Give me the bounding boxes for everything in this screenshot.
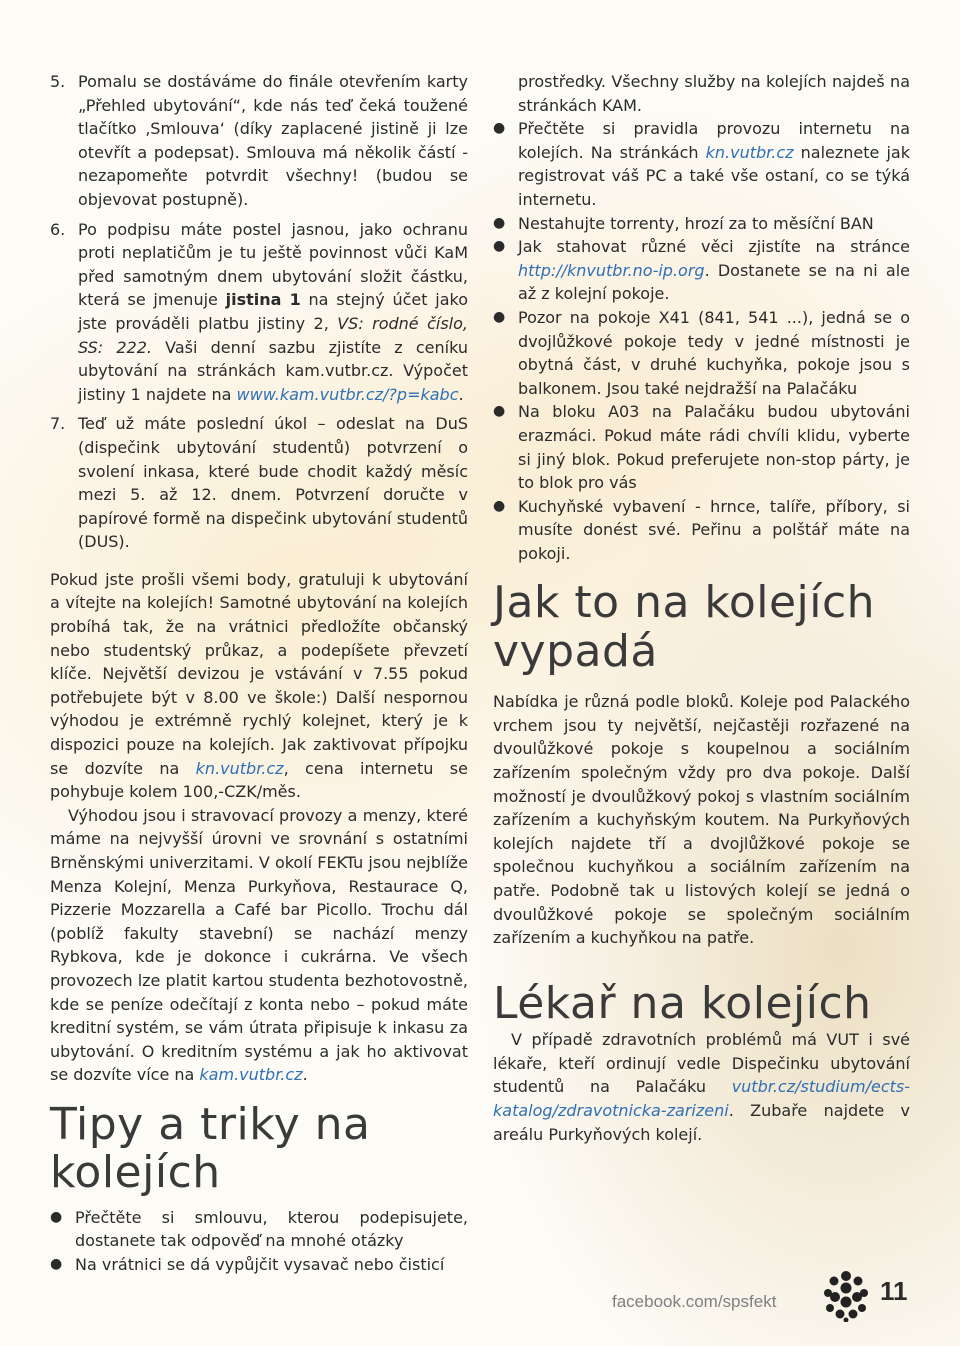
bullet-icon: ● [493,308,506,325]
tip-text: Na bloku A03 na Palačáku budou ubytováni erazmáci. Pokud máte rádi chvíli klidu, vyberte si jiný blok. Pokud preferujete non-stop párty, je to blok pro vás [518,402,910,493]
tip-item [493,306,910,400]
step-5 [50,70,468,212]
paragraph-doctor [493,1028,910,1146]
tip-item [50,1253,468,1277]
knvutbr-link[interactable]: http://knvutbr.no-ip.org [518,260,705,280]
doctor-link[interactable]: vutbr.cz/studium/ects-katalog/zdravotnicka-zarizeni [493,1077,910,1120]
step-text-part: Po podpisu máte postel jasnou, jako ochranu proti neplatičům je tu ještě povinnost vůči KaM před samotným dnem ubytování složit částku, která se jmenuje [78,219,468,310]
tip-item [493,235,910,306]
step-text-part: Vaši denní sazbu zjistíte z ceníku ubytování na stránkách kam.vutbr.cz. Výpočet jistiny 1 najdete na [78,337,469,404]
step-number: 6. [50,219,66,239]
paragraph-welcome [50,568,468,804]
bullet-icon: ● [50,1208,63,1225]
heading-how-it-looks: Jak to na kolejích vypadá [493,577,876,677]
numbered-steps [50,70,468,554]
heading-doctor: Lékař na kolejích [493,977,872,1029]
dots-cluster-logo-icon [820,1270,872,1322]
tip-item [50,1206,468,1253]
bullet-icon: ● [493,120,506,137]
step-text [78,218,468,407]
paragraph-text: . Zubaře najdete v areálu Purkyňových kolejí. [493,1100,910,1144]
left-column [50,70,468,1277]
tip-item [493,400,910,494]
kam-vutbr-link[interactable]: kam.vutbr.cz [199,1065,303,1085]
step-7 [50,412,468,554]
bullet-icon: ● [493,214,506,231]
tip-text [518,235,910,306]
tip-item [493,117,910,211]
step-text-part: na stejný účet jako jste prováděli platbu jistiny 2, [78,290,468,333]
bold-term: jistina 1 [225,290,301,310]
kn-vutbr-link[interactable]: kn.vutbr.cz [195,758,284,778]
paragraph-canteens [50,804,468,1087]
tip-continuation: prostředky. Všechny služby na kolejích najdeš na stránkách KAM. [518,72,910,115]
tip-text: Na vrátnici se dá vypůjčit vysavač nebo čisticí [75,1254,445,1274]
paragraph-text: Výhodou jsou i stravovací provozy a menzy, které máme na nejvyšší úrovni ve srovnání s ostatními Brněnskými univerzitami. V okolí FEKTu jsou nejblíže Menza Kolejní, Menza Purkyňova, Restaurace Q, Pizzerie Mozzarella a Café bar Picollo. Trochu dál (poblíž fakulty stavební) se nachází menzy Rybkova, kde je dokonce i cukrárna. Ve všech provozech lze platit kartou studenta bezhotovostně, kde se peníze odečítají z konta nebo – pokud máte kreditní systém, se vám útrata připisuje k inkasu za ubytování. O kreditním systému a jak ho aktivovat se dozvíte více na [50,805,468,1085]
kabc-link[interactable]: www.kam.vutbr.cz/?p=kabc [236,384,459,404]
tip-text [518,117,910,211]
tip-text-part: Jak stahovat různé věci zjistíte na stránce [518,237,910,257]
tip-text: Kuchyňské vybavení - hrnce, talíře, příbory, si musíte donést své. Peřinu a polštář máte na pokoji. [518,496,910,563]
tip-text: Pozor na pokoje X41 (841, 541 ...), jedná se o dvojlůžkové pokoje tedy v jedné místnosti je obytná část, v druhé kuchyňka, pokoje jsou s balkonem. Jsou také nejdražší na Palačáku [518,307,910,398]
bullet-icon: ● [493,403,506,420]
step-text: Teď už máte poslední úkol – odeslat na DuS (dispečink ubytování studentů) potvrzení o svolení inkasa, které bude chodit každý měsíc mezi 5. až 12. dnem. Potvrzení doručte v papírové formě na dispečink ubytování studentů (DUS). [78,414,468,552]
step-text: Pomalu se dostáváme do finále otevřením karty „Přehled ubytování“, kde nás teď čeká toužené tlačítko ‚Smlouva‘ (díky zaplacené jistině ji lze otevřít a podepsat). Smlouva má několik částí - nezapomeňte potvrdit všechny! (budou se objevovat postupně). [78,72,468,209]
paragraph-how: Nabídka je různá podle bloků. Koleje pod Palackého vrchem jsou ty největší, nejčastěji rozřazené na dvoulůžkové pokoje s koupelnou a sociálním zařízením společným vždy pro dva pokoje. Další možností je dvoulůžkový pokoj s vlastním sociálním zařízením a kuchyňským koutem. Na Purkyňových kolejích najdete tří a dvojlůžkové pokoje se společnou kuchyňkou a sociálním zařízením na patře. Podobně tak u listových kolejí se jedná o dvoulůžkové pokoje se společným sociálním zařízením a kuchyňkou na patře. [493,692,910,948]
tip-text-part: Přečtěte si pravidla provozu internetu na kolejích. Na stránkách [518,119,910,162]
tip-text-part: . Dostanete se na ni ale až z kolejní pokoje. [518,260,910,304]
bullet-icon: ● [493,497,506,514]
paragraph-text: , cena internetu se pohybuje kolem 100,-CZK/měs. [50,758,468,802]
right-column [493,70,910,1146]
tip-text: Nestahujte torrenty, hrozí za to měsíční BAN [518,213,874,233]
paragraph-text: . [302,1065,308,1085]
tip-text-part: naleznete jak registrovat váš PC a také vše ostaní, co se týká internetu. [518,142,910,209]
bullet-icon: ● [493,238,506,255]
paragraph-text: V případě zdravotních problémů má VUT i své lékaře, kteří ordinují vedle Dispečinku ubytování studentů na Palačáku [493,1030,910,1097]
bullet-icon: ● [50,1255,63,1272]
tip-item [493,212,910,236]
step-number: 5. [50,72,66,91]
payment-symbols: VS: rodné číslo, SS: 222. [78,313,468,357]
step-text-part: . [458,384,464,404]
page-number: 11 [880,1276,908,1306]
tip-item [493,495,910,566]
step-6 [50,218,468,407]
facebook-link[interactable]: facebook.com/spsfekt [612,1292,777,1311]
kn-vutbr-link[interactable]: kn.vutbr.cz [705,142,794,162]
paragraph-text: Pokud jste prošli všemi body, gratuluji k ubytování a vítejte na kolejích! Samotné ubytování na kolejích probíhá tak, že na vrátnici předložíte občanský nebo studentský průkaz, a podepíšete převzetí klíče. Největší devizou je vstávání v 7.55 pokud potřebujete být v 8.00 ve škole:) Další nespornou výhodou je extrémně rychlý kolejnet, který je k dispozici pouze na kolejích. Jak zaktivovat přípojku se dozvíte na [50,569,468,778]
tip-text: Přečtěte si smlouvu, kterou podepisujete, dostanete tak odpověď na mnohé otázky [75,1207,468,1251]
step-number: 7. [50,414,66,434]
heading-tips: Tipy a triky na kolejích [50,1098,371,1199]
